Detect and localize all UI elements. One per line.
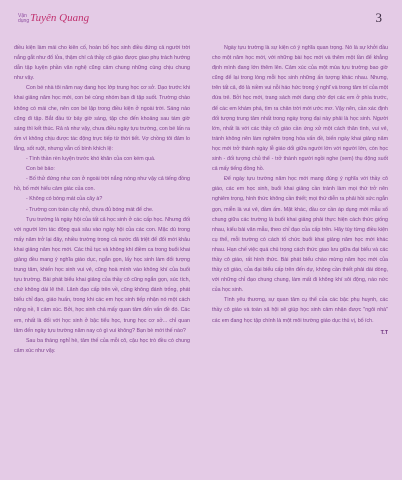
paragraph: Con bé bảo: [26,166,55,173]
paragraph: - Trường con toàn cây nhỏ, chưa đủ bóng mát để che. [26,206,154,213]
logo-title: Tuyên Quang [30,12,90,24]
magazine-logo [18,12,89,24]
logo-small-text [18,14,29,24]
right-text-column [212,43,388,338]
paragraph: Tựu trường là ngày hội của tất cả học sinh ở các cấp học. Nhưng đối với người lớn tác động quá sâu vào ngày hội của các con. Mặc dù trong mấy năm trở lại đây, nhiều trường trong cả nước đã triệt để đổi mới khâu khai giảng năm học mới. Các thủ tục và không khí điềm ca trong buổi khai giảng đều mang ý nghĩa giáo dục, ngắn gọn, lấy học sinh làm đối tượng trung tâm, khiến học sinh vui vẻ, cũng hoà mình vào không khí của buổi tựu trường. Bài phát biểu khai giảng của thầy cô cũng ngắn gọn, súc tích, chứ không dài lê thê. Lãnh đạo cấp trên về, cũng không đánh trống, phát biểu chỉ đạo, giáo huấn, trong khi các em học sinh tiếp nhận nó một cách nặng nề, lì cảm xúc. Bởi, học sinh chả mấy quan tâm đến vấn đề đó. Các em, nhất là đối với học sinh ở bậc tiểu học, trung học cơ sở... chỉ quan tâm đến ngày tựu trường năm nay có gì vui không? Bạn bè mới thế nào? [14,216,190,334]
logo-small-bottom: dụng [18,18,30,24]
paragraph: - Không có bóng mát của cây à? [26,196,103,203]
paragraph: điều kiện làm mái cho kiên cố, hoàn bố học sinh điều đứng cả người trời nắng gắt như đổ lửa, thậm chí cả thầy cô giáo được giao phụ trách hướng dẫn tập luyện phần văn nghệ cũng cảm chung những cùng chịu chung như vậy. [14,45,190,82]
paragraph: - Bố thử đứng như con ở ngoài trời nắng nóng như vậy cả tiếng đồng hồ, bố mới hiểu cảm giác của con. [14,176,190,193]
left-text-column [14,43,190,356]
paragraph: Con bé nhà tôi năm nay đang học lớp trung học cơ sở. Dạo trước khi khai giảng năm học mới, con bé cùng nhóm bạn đi tập suốt. Trường chào không có mái che, nên con bé lập trong điều kiện ở ngoài trời. Sáng nào cũng đi tập. Bắt đầu từ bảy giờ sáng, tập cho đến khoảng sau tám giờ sáng thì kết thúc. Rả rả như vậy, chưa điều ngày tựu trường, con bé lấn ra ốm vì không chịu được tác động trực tiếp từ thời tiết. Vợ chồng tôi đảm lo lắng, sốt ruột, nhưng vẫn cố bình khích lệ: [14,85,190,152]
paragraph: Để ngày tựu trường năm học mới mang đúng ý nghĩa với thầy cô giáo, các em học sinh, buổi khai giảng cần tránh làm mọi thứ trở nên nghiêm trọng, hình thức không cần thiết; mọi thứ diễn ra phải hồi sức ngắn gọn, miễn là vui vẻ, đầm ấm. Mặt khác, đầu cơ cần áp dụng mới mẫu sổ chung giữa các trường là buổi khai giảng phải thực hiện cách thức giống nhau, kiểu bài văn mẫu, theo chỉ đạo của cấp trên. Hãy tùy từng điều kiện cụ thể, mỗi trường có cách tổ chức buổi khai giảng năm học mới khác nhau. Hạn chế việc quá chú trọng cách thức giao lưu giữa đại biểu và các thầy cô giáo, rất hình thức. Bài phát biểu chào mừng năm học mới của thầy cô giáo, của đại biểu cấp trên đến dự, không cần thiết phải dài dòng, với những chỉ đạo chung chung, làm mất đi không khí sôi động, náo nức của học sinh. [212,176,388,294]
paragraph: - Tình thần rèn luyện trước khó khăn của con kém quá. [26,156,156,163]
logo-small-top: Vận [18,13,27,19]
paragraph: Sau ba tháng nghỉ hè, tâm thế của mỗi cô, cậu học trò đều có chung cảm xúc như vậy. [14,337,190,354]
author-signature: T.T [380,329,388,336]
paragraph: Ngày tựu trường là sự kiện có ý nghĩa quan trọng. Nó là sự khởi đầu cho một năm học mới, với những bài học mới và thêm một lần để khẳng định mình đang lớn thêm lên. Cảm xúc của một mùa tựu trường bao giờ cũng để lại trong lòng mỗi học sinh những ấn tượng khác nhau. Nhưng, trên tất cả, đó là niềm vui nỗi háo hức trong ý nghĩ và trong tâm trí của một đứa trẻ. Bởi học mới, trang sách mới đang chờ đợi các em ở phía trước, để các em khám phá, tìm ra chân trời mới ước mơ. Vậy nên, cần xác định đối tượng trung tâm nhất trong ngày trọng đại này phải là học sinh. Người lớn, nhất là với các thầy cô giáo cần ứng xử một cách thân tình, vui vẻ, tránh không nên làm nghiêm trọng hóa vấn đề, biến ngày khai giảng năm học mới trở thành ngày lễ giáo dối giữa người lớn với người lớn, còn học sinh - đối tượng chủ thể - trở thành người ngồi nghe (xem) thụ động suốt cả mấy tiếng đồng hồ. [212,45,388,173]
paragraph: Tình yêu thương, sự quan tâm cụ thể của các bậc phụ huynh, các thầy cô giáo và toàn xã hội sẽ giúp học sinh cảm nhận được "ngôi nhà" các em đang học tập chính là một môi trường giáo dục thú vị, bổ ích. [212,297,388,324]
page-header [18,10,384,32]
page-number: 3 [375,10,382,25]
